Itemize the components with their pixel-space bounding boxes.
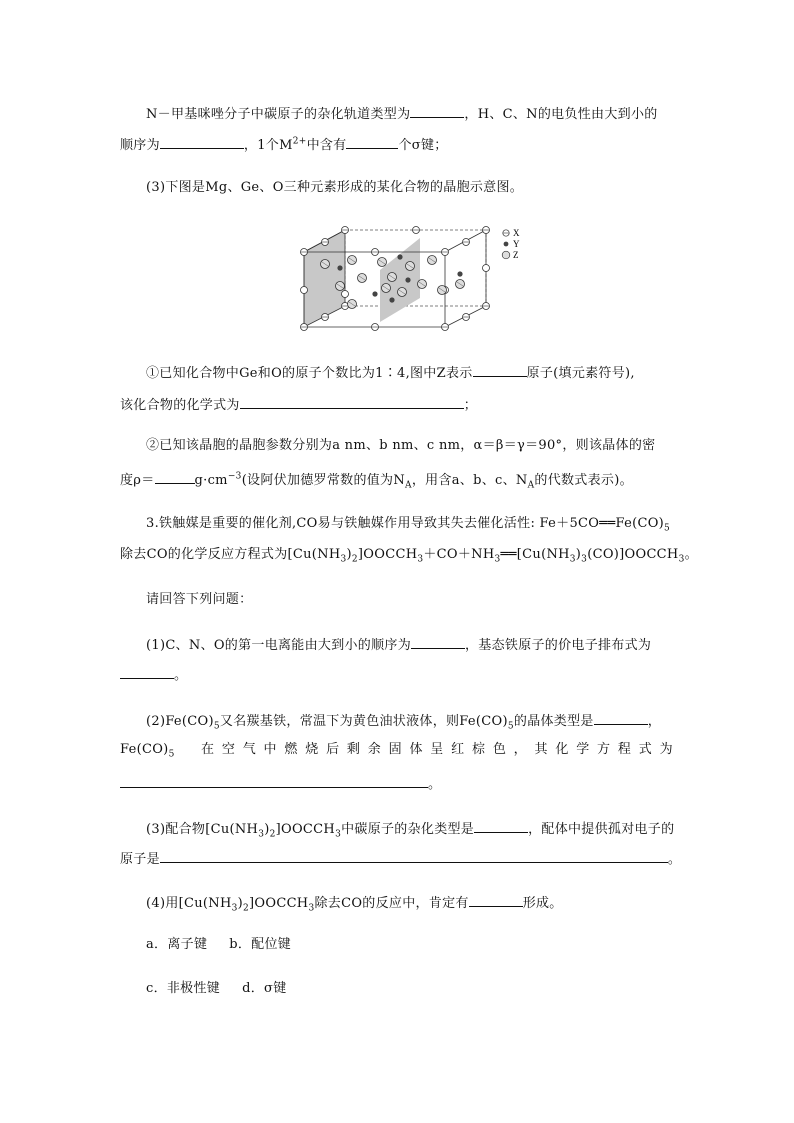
option-a[interactable]: a．离子键 bbox=[146, 937, 208, 952]
answer-blank[interactable] bbox=[120, 773, 428, 788]
text-line-6: ②已知该晶胞的晶胞参数分别为a nm、b nm、c nm，α＝β＝γ＝90°，则该晶体的密 bbox=[146, 438, 656, 453]
spaced-char: 气 bbox=[242, 742, 256, 757]
spaced-char: 为 bbox=[659, 742, 673, 757]
option-b[interactable]: b．配位键 bbox=[229, 937, 292, 952]
option-c[interactable]: c．非极性键 bbox=[146, 981, 221, 996]
text-line-4: ①已知化合物中Ge和O的原子个数比为1∶4,图中Z表示 原子(填元素符号), bbox=[146, 362, 635, 383]
text-line-7: 度$\rho= g\cdot cm^{-3}$(设阿伏加德罗常数的值为$N_A$，用含a、b、c、$N_A$的代数式表示)。 bbox=[120, 469, 633, 490]
text-line-12: 。 bbox=[120, 664, 187, 685]
answer-blank[interactable] bbox=[473, 362, 527, 377]
spaced-char: 呈 bbox=[430, 742, 444, 757]
option-line-a-b bbox=[146, 936, 291, 954]
spaced-char: 红 bbox=[451, 742, 465, 757]
y-atom bbox=[457, 271, 462, 276]
spaced-char: 在 bbox=[201, 742, 215, 757]
legend-z-label: Z bbox=[513, 250, 519, 260]
answer-blank[interactable] bbox=[474, 818, 528, 833]
text-line-17: 原子是 。 bbox=[120, 848, 681, 869]
y-atom bbox=[397, 254, 402, 259]
spaced-char: 其 bbox=[534, 742, 548, 757]
text-line-3: (3)下图是Mg、Ge、O三种元素形成的某化合物的晶胞示意图。 bbox=[146, 180, 524, 195]
legend bbox=[502, 228, 520, 260]
text-line-8: 3.铁触媒是重要的催化剂,CO易与铁触媒作用导致其失去催化活性: $Fe+5CO══Fe(CO)_5$ bbox=[146, 516, 671, 534]
spaced-char: 固 bbox=[388, 742, 402, 757]
text-line-15: 。 bbox=[120, 773, 441, 794]
legend-x-label: X bbox=[513, 228, 520, 238]
legend-z-symbol bbox=[502, 251, 510, 259]
spaced-char: 化 bbox=[555, 742, 569, 757]
spaced-char: 燃 bbox=[284, 742, 298, 757]
text-line-10: 请回答下列问题： bbox=[146, 592, 253, 607]
spaced-char: 后 bbox=[326, 742, 340, 757]
y-atom bbox=[405, 277, 410, 282]
text-line-14: $Fe(CO)_5$ bbox=[120, 742, 175, 760]
answer-blank[interactable] bbox=[411, 634, 465, 649]
answer-blank[interactable] bbox=[346, 134, 398, 149]
spaced-char: 体 bbox=[409, 742, 423, 757]
y-atom bbox=[337, 265, 342, 270]
spaced-char: 学 bbox=[576, 742, 590, 757]
crystal-cell-figure bbox=[300, 222, 532, 332]
x-atom bbox=[483, 265, 490, 272]
answer-blank[interactable] bbox=[410, 103, 464, 118]
spaced-char: 剩 bbox=[346, 742, 361, 757]
y-atom bbox=[389, 297, 394, 302]
text-line-5: 该化合物的化学式为 ； bbox=[120, 394, 477, 415]
answer-blank[interactable] bbox=[155, 469, 195, 484]
spaced-char: 程 bbox=[617, 742, 632, 757]
answer-blank[interactable] bbox=[469, 892, 523, 907]
spaced-char: 烧 bbox=[305, 742, 319, 757]
text-line-9: 除去CO的化学反应方程式为$[Cu(NH_3)_2]OOCCH_3+CO+NH_3══[Cu(NH_3)_3(CO)]OOCCH_3$。 bbox=[120, 547, 698, 565]
text-line-11: (1)C、N、O的第一电离能由大到小的顺序为 ，基态铁原子的价电子排布式为 bbox=[146, 634, 651, 655]
answer-blank[interactable] bbox=[160, 134, 244, 149]
spaced-char: 中 bbox=[263, 742, 277, 757]
option-d[interactable]: d．σ键 bbox=[242, 981, 287, 996]
spaced-char: 余 bbox=[367, 742, 382, 757]
option-line-c-d bbox=[146, 980, 287, 998]
text-line-16: (3)配合物$[Cu(NH_3)_2]OOCCH_3$中碳原子的杂化类型是 ，配体中提供孤对电子的 bbox=[146, 818, 674, 839]
text-line-14-spaced bbox=[201, 741, 673, 759]
spaced-char: 空 bbox=[221, 742, 236, 757]
legend-y-label: Y bbox=[513, 239, 520, 249]
text-line-13: $(2)Fe(CO)_5$又名羰基铁，常温下为黄色油状液体，则$Fe(CO)_5$的晶体类型是 ， bbox=[146, 710, 661, 731]
x-atom bbox=[342, 291, 349, 298]
answer-blank[interactable] bbox=[240, 394, 464, 409]
answer-blank[interactable] bbox=[120, 664, 174, 679]
y-atom bbox=[372, 291, 377, 296]
spaced-char: 棕 bbox=[471, 742, 486, 757]
text-line-18: (4)用$[Cu(NH_3)_2]OOCCH_3$除去CO的反应中，肯定有 形成。 bbox=[146, 892, 563, 913]
shaded-middle-plane bbox=[380, 238, 420, 322]
spaced-char: 色 bbox=[492, 742, 507, 757]
legend-y-symbol bbox=[504, 242, 509, 247]
spaced-char: 方 bbox=[597, 742, 611, 757]
text-line-2: 顺序为 ，1个$M^{2+}$中含有 个σ键； bbox=[120, 134, 448, 155]
answer-blank[interactable] bbox=[160, 848, 668, 863]
x-atom bbox=[301, 287, 308, 294]
text-line-1: N－甲基咪唑分子中碳原子的杂化轨道类型为 ，H、C、N的电负性由大到小的 bbox=[146, 103, 658, 124]
spaced-char: 式 bbox=[638, 742, 653, 757]
spaced-char: ， bbox=[513, 742, 527, 757]
answer-blank[interactable] bbox=[594, 710, 648, 725]
